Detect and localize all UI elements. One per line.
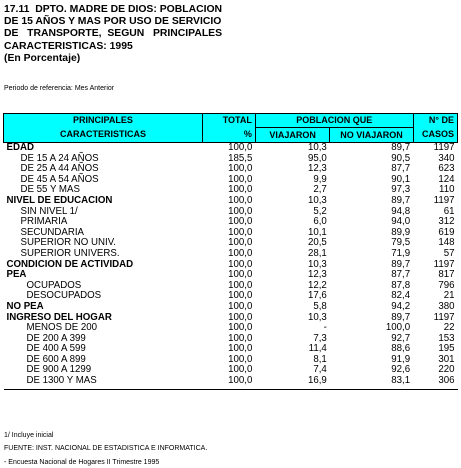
cell-viajaron: 12,2 [307, 279, 327, 291]
cell-total: 100,0 [228, 184, 253, 196]
header-cases-top: N° DE [413, 114, 457, 128]
cell-no-viajaron: 97,3 [391, 184, 411, 196]
cell-casos: 153 [438, 332, 455, 344]
header-characteristics-bottom: CARACTERISTICAS [4, 128, 203, 143]
row-label: MENOS DE 200 [26, 322, 98, 334]
statistics-table [3, 113, 458, 390]
row-label: NO PEA [6, 300, 44, 312]
cell-casos: 61 [443, 205, 455, 217]
cell-casos: 1197 [433, 194, 455, 206]
row-label: DE 600 A 899 [26, 353, 86, 365]
title-line: CARACTERISTICAS: 1995 [4, 40, 133, 52]
cell-total: 100,0 [228, 226, 253, 238]
cell-no-viajaron: 94,8 [391, 205, 411, 217]
cell-casos: 195 [438, 343, 455, 355]
cell-viajaron: 10,3 [307, 311, 327, 323]
cell-casos: 110 [439, 184, 455, 196]
table-body [4, 143, 458, 390]
title-unit: (En Porcentaje) [4, 52, 81, 64]
footnote-incluye-inicial: 1/ Incluye inicial [4, 432, 54, 439]
cell-no-viajaron: 89,9 [391, 226, 411, 238]
row-label: NIVEL DE EDUCACION [6, 194, 113, 206]
row-label: SUPERIOR UNIVERS. [20, 247, 120, 259]
title-line: 17.11 DPTO. MADRE DE DIOS: POBLACION [4, 4, 223, 15]
cell-casos: 1197 [433, 258, 455, 270]
cell-viajaron: 10,3 [307, 194, 327, 206]
cell-viajaron: 2,7 [313, 184, 327, 196]
cell-viajaron: 95,0 [307, 152, 327, 164]
cell-no-viajaron: 91,9 [391, 353, 411, 365]
cell-casos: 301 [438, 353, 455, 365]
cell-no-viajaron: 83,1 [330, 376, 413, 389]
row-label: INGRESO DEL HOGAR [6, 311, 112, 323]
cell-casos: 148 [438, 237, 455, 249]
reference-period: Periodo de referencia: Mes Anterior [4, 85, 115, 92]
title-line: DE TRANSPORTE, SEGUN PRINCIPALES [4, 28, 223, 40]
cell-total: 100,0 [228, 364, 253, 376]
cell-no-viajaron: 92,6 [391, 364, 411, 376]
cell-casos: 796 [438, 279, 455, 291]
cell-total: 100,0 [228, 163, 253, 175]
cell-viajaron: 8,1 [313, 353, 327, 365]
cell-no-viajaron: 89,7 [391, 142, 411, 153]
row-label: PRIMARIA [20, 216, 68, 228]
cell-no-viajaron: 89,7 [391, 194, 411, 206]
header-cases-bottom: CASOS [413, 128, 457, 143]
row-label: DE 400 A 599 [26, 343, 86, 355]
cell-casos: 1197 [433, 142, 455, 153]
cell-viajaron: 17,6 [307, 290, 327, 302]
cell-total: 100,0 [228, 279, 253, 291]
cell-total: 100,0 [202, 376, 255, 389]
cell-total: 100,0 [228, 247, 253, 259]
row-label: SIN NIVEL 1/ [20, 205, 78, 217]
cell-total: 100,0 [228, 173, 253, 185]
cell-no-viajaron: 71,9 [391, 247, 411, 259]
row-label: DE 15 A 24 AÑOS [20, 152, 99, 164]
cell-no-viajaron: 92,7 [391, 332, 411, 344]
cell-viajaron: 20,5 [307, 237, 327, 249]
cell-no-viajaron: 89,7 [391, 311, 411, 323]
cell-casos: 220 [438, 364, 455, 376]
row-label: DE 900 A 1299 [26, 364, 92, 376]
cell-viajaron: 11,4 [308, 343, 327, 355]
cell-no-viajaron: 94,0 [391, 216, 411, 228]
cell-total: 100,0 [228, 258, 253, 270]
cell-no-viajaron: 94,2 [391, 300, 411, 312]
row-label: DE 25 A 44 AÑOS [20, 163, 99, 175]
cell-no-viajaron: 88,6 [391, 343, 411, 355]
header-characteristics-top: PRINCIPALES [4, 114, 203, 128]
cell-total: 100,0 [228, 300, 253, 312]
cell-total: 100,0 [228, 290, 253, 302]
cell-viajaron: 5,8 [313, 300, 327, 312]
cell-viajaron: 10,3 [307, 258, 327, 270]
table-row [4, 143, 458, 154]
table-title [4, 4, 459, 65]
cell-no-viajaron: 90,1 [391, 173, 411, 185]
cell-total: 100,0 [228, 194, 253, 206]
header-total-top: TOTAL [202, 114, 255, 128]
row-label: DE 1300 Y MAS [4, 376, 203, 389]
cell-no-viajaron: 79,5 [391, 237, 411, 249]
row-label: OCUPADOS [26, 279, 82, 291]
cell-casos: 817 [438, 269, 455, 281]
header-viajaron: VIAJARON [255, 128, 329, 143]
header-no-viajaron: NO VIAJARON [330, 128, 413, 143]
header-total-bottom: % [202, 128, 255, 143]
cell-viajaron: 12,3 [307, 269, 327, 281]
cell-casos: 312 [438, 216, 455, 228]
cell-total: 185,5 [228, 152, 253, 164]
cell-casos: 1197 [433, 311, 455, 323]
cell-viajaron: 7,4 [313, 364, 327, 376]
table-row [4, 196, 458, 207]
cell-casos: 306 [413, 376, 457, 389]
cell-viajaron: 28,1 [307, 247, 327, 259]
cell-viajaron: 10,3 [307, 142, 327, 153]
cell-no-viajaron: 87,7 [391, 163, 411, 175]
cell-total: 100,0 [228, 332, 253, 344]
cell-viajaron: - [323, 322, 327, 334]
cell-no-viajaron: 100,0 [385, 322, 411, 334]
cell-viajaron: 5,2 [313, 205, 327, 217]
table-row [4, 302, 458, 313]
cell-viajaron: 6,0 [313, 216, 327, 228]
cell-total: 100,0 [228, 237, 253, 249]
cell-total: 100,0 [228, 343, 253, 355]
cell-no-viajaron: 87,7 [391, 269, 411, 281]
row-label: CONDICION DE ACTIVIDAD [6, 258, 134, 270]
row-label: PEA [6, 269, 27, 281]
row-label: DE 45 A 54 AÑOS [20, 173, 99, 185]
cell-total: 100,0 [228, 322, 253, 334]
cell-total: 100,0 [228, 353, 253, 365]
cell-casos: 21 [443, 290, 455, 302]
cell-casos: 340 [438, 152, 455, 164]
row-label: SUPERIOR NO UNIV. [20, 237, 116, 249]
header-population-group: POBLACION QUE [255, 114, 413, 128]
cell-total: 100,0 [228, 216, 253, 228]
cell-viajaron: 16,9 [255, 376, 329, 389]
cell-viajaron: 12,3 [307, 163, 327, 175]
cell-casos: 22 [443, 322, 455, 334]
cell-no-viajaron: 89,7 [391, 258, 411, 270]
row-label: SECUNDARIA [20, 226, 85, 238]
cell-no-viajaron: 87,8 [391, 279, 411, 291]
cell-viajaron: 10,1 [307, 226, 327, 238]
cell-casos: 124 [438, 173, 455, 185]
table-row [4, 376, 458, 389]
cell-viajaron: 7,3 [313, 332, 327, 344]
cell-total: 100,0 [228, 269, 253, 281]
cell-casos: 619 [438, 226, 455, 238]
cell-no-viajaron: 82,4 [391, 290, 411, 302]
table-row [4, 249, 458, 260]
row-label: DE 55 Y MAS [20, 184, 80, 196]
footnote-survey: - Encuesta Nacional de Hogares II Trimestre 1995 [4, 459, 160, 466]
title-line: DE 15 AÑOS Y MAS POR USO DE SERVICIO [4, 16, 222, 28]
row-label: DE 200 A 399 [26, 332, 86, 344]
cell-total: 100,0 [228, 311, 253, 323]
row-label: EDAD [6, 142, 34, 153]
cell-no-viajaron: 90,5 [391, 152, 411, 164]
cell-viajaron: 9,9 [313, 173, 327, 185]
cell-casos: 380 [438, 300, 455, 312]
cell-casos: 57 [443, 247, 455, 259]
footnote-source: FUENTE: INST. NACIONAL DE ESTADISTICA E INFORMATICA. [4, 445, 208, 452]
cell-total: 100,0 [228, 142, 253, 153]
cell-casos: 623 [438, 163, 455, 175]
row-label: DESOCUPADOS [26, 290, 102, 302]
cell-total: 100,0 [228, 205, 253, 217]
